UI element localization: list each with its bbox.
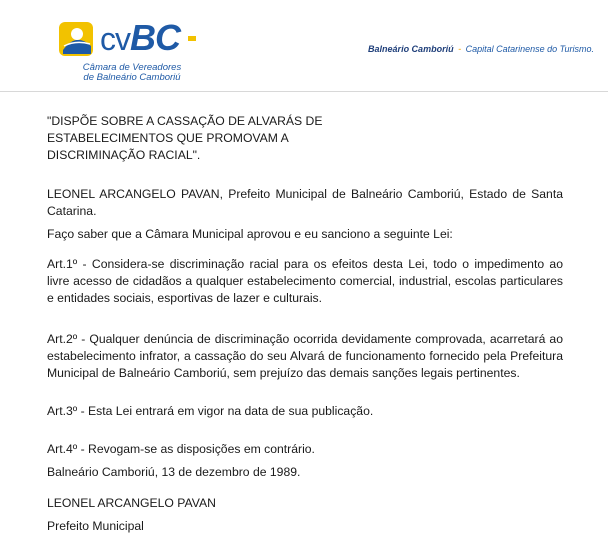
article-2: Art.2º - Qualquer denúncia de discriminação ocorrida devidamente comprovada, acarretará ao estabelecimento infrator, a cassação do seu Alvará de funcionamento fornecido pela Prefeitura Municipal de Balneário Camboriú, sem prejuízo das demais sanções legais pertinentes. — [47, 332, 563, 380]
ementa-line: ESTABELECIMENTOS QUE PROMOVAM A — [47, 131, 289, 145]
law-text — [47, 113, 563, 535]
header-separator: - — [458, 44, 462, 54]
header-divider — [0, 91, 608, 92]
ementa-line: "DISPÕE SOBRE A CASSAÇÃO DE ALVARÁS DE — [47, 114, 323, 128]
sun-emblem-icon — [58, 20, 98, 58]
logo-accent-dash — [188, 36, 196, 41]
logo-subtitle-line1: Câmara de Vereadores — [82, 62, 182, 73]
preamble: LEONEL ARCANGELO PAVAN, Prefeito Municipal de Balneário Camboriú, Estado de Santa Catarina. — [47, 187, 563, 218]
ementa — [47, 113, 563, 164]
signatory-title: Prefeito Municipal — [47, 519, 144, 533]
header-slogan: Capital Catarinense do Turismo. — [465, 44, 594, 54]
logo-subtitle — [72, 63, 192, 83]
header-city: Balneário Camboriú — [368, 44, 454, 54]
place-and-date: Balneário Camboriú, 13 de dezembro de 1989. — [47, 465, 301, 479]
ementa-line: DISCRIMINAÇÃO RACIAL". — [47, 148, 201, 162]
logo-wordmark-bc: BC — [130, 17, 180, 58]
enactment-clause: Faço saber que a Câmara Municipal aprovou e eu sanciono a seguinte Lei: — [47, 227, 453, 241]
signature-block — [47, 495, 563, 535]
header-tagline — [368, 44, 594, 54]
logo-wordmark — [100, 16, 180, 61]
chamber-logo — [58, 14, 198, 88]
signatory-name: LEONEL ARCANGELO PAVAN — [47, 496, 216, 510]
logo-wordmark-cv: cv — [100, 21, 130, 57]
article-1: Art.1º - Considera-se discriminação racial para os efeitos desta Lei, todo o impedimento ao livre acesso de cidadãos a qualquer estabelecimento comercial, industrial, escolas particulares e entidades sociais, esportivas de lazer e culturais. — [47, 257, 563, 305]
logo-subtitle-line2: de Balneário Camboriú — [83, 72, 181, 83]
article-4: Art.4º - Revogam-se as disposições em contrário. — [47, 442, 315, 456]
article-3: Art.3º - Esta Lei entrará em vigor na data de sua publicação. — [47, 404, 374, 418]
